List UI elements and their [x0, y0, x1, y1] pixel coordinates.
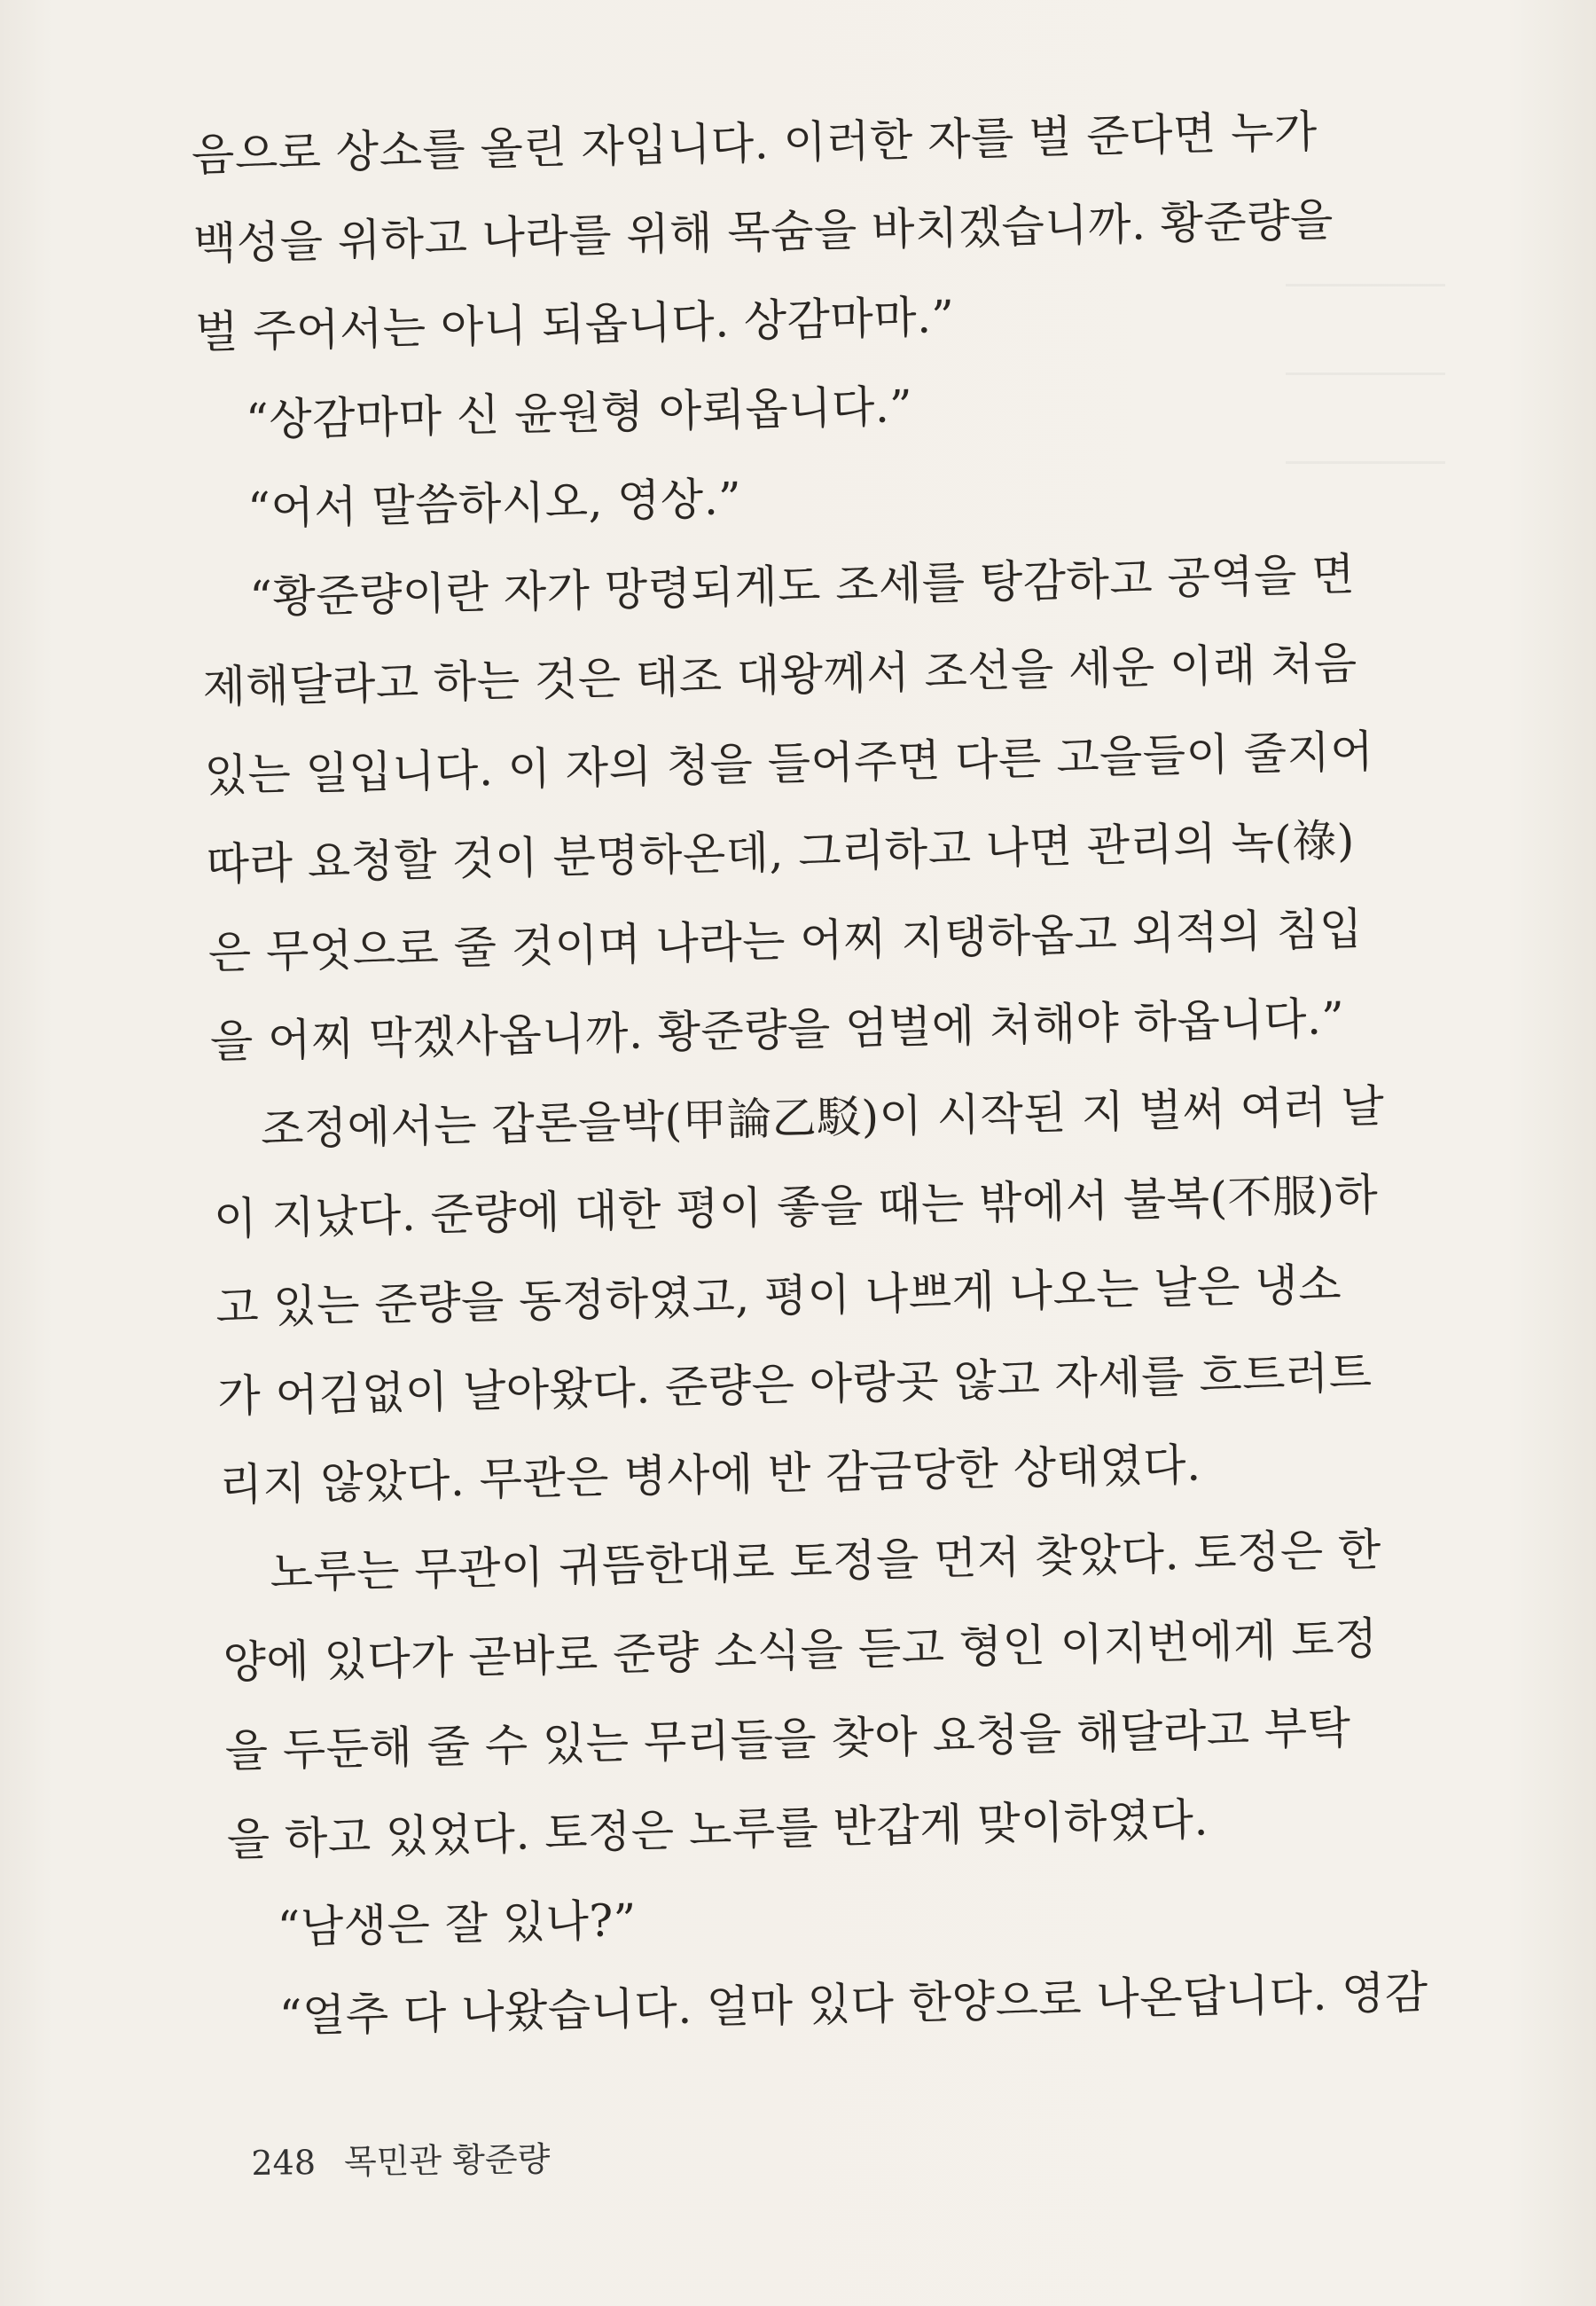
text-line: 백성을 위하고 나라를 위해 목숨을 바치겠습니까. 황준량을 [192, 194, 1334, 270]
page-footer [251, 2131, 551, 2184]
text-line: 을 하고 있었다. 토정은 노루를 반갑게 맞이하였다. [226, 1793, 1209, 1866]
text-line: 은 무엇으로 줄 것이며 나라는 어찌 지탱하옵고 외적의 침입 [207, 903, 1364, 979]
text-line: 노루는 무관이 귀뜸한대로 토정을 먼저 찾았다. 토정은 한 [269, 1524, 1382, 1599]
text-line: “상감마마 신 윤원형 아뢰옵니다.” [245, 380, 913, 446]
text-line: 제해달라고 하는 것은 태조 대왕께서 조선을 세운 이래 처음 [202, 637, 1358, 713]
text-line: “어서 말씀하시오, 영상.” [246, 473, 742, 535]
text-line: 음으로 상소를 올린 자입니다. 이러한 자를 벌 준다면 누가 [191, 106, 1318, 181]
text-line: 이 지났다. 준량에 대한 평이 좋을 때는 밖에서 불복(不服)하 [213, 1169, 1379, 1245]
text-line: 을 두둔해 줄 수 있는 무리들을 찾아 요청을 해달라고 부탁 [224, 1702, 1352, 1777]
body-text [191, 85, 1455, 2061]
text-line: 고 있는 준량을 동정하였고, 평이 나쁘게 나오는 날은 냉소 [215, 1259, 1342, 1334]
text-line: 리지 않았다. 무관은 병사에 반 감금당한 상태였다. [218, 1439, 1201, 1511]
text-line: 조정에서는 갑론을박(甲論乙駁)이 시작된 지 벌써 여러 날 [260, 1080, 1385, 1156]
text-line: 벌 주어서는 아니 되옵니다. 상감마마.” [194, 291, 956, 358]
text-line: 있는 일입니다. 이 자의 청을 들어주면 다른 고을들이 줄지어 [204, 726, 1374, 802]
text-line: 따라 요청할 것이 분명하온데, 그리하고 나면 관리의 녹(祿) [206, 814, 1356, 890]
text-line: “황준량이란 자가 망령되게도 조세를 탕감하고 공역을 면 [248, 548, 1356, 624]
text-line: 을 어찌 막겠사옵니까. 황준량을 엄벌에 처해야 하옵니다.” [209, 992, 1345, 1068]
book-title: 목민관 황준량 [343, 2139, 551, 2182]
text-line: 양에 있다가 곧바로 준량 소식을 듣고 형인 이지번에게 토정 [223, 1612, 1379, 1689]
text-line: “남생은 잘 있나?” [277, 1894, 638, 1954]
text-line: 가 어김없이 날아왔다. 준량은 아랑곳 않고 자세를 흐트러트 [216, 1346, 1373, 1423]
text-line: “얼추 다 나왔습니다. 얼마 있다 한양으로 나온답니다. 영감 [278, 1966, 1429, 2043]
page-number: 248 [251, 2142, 317, 2183]
